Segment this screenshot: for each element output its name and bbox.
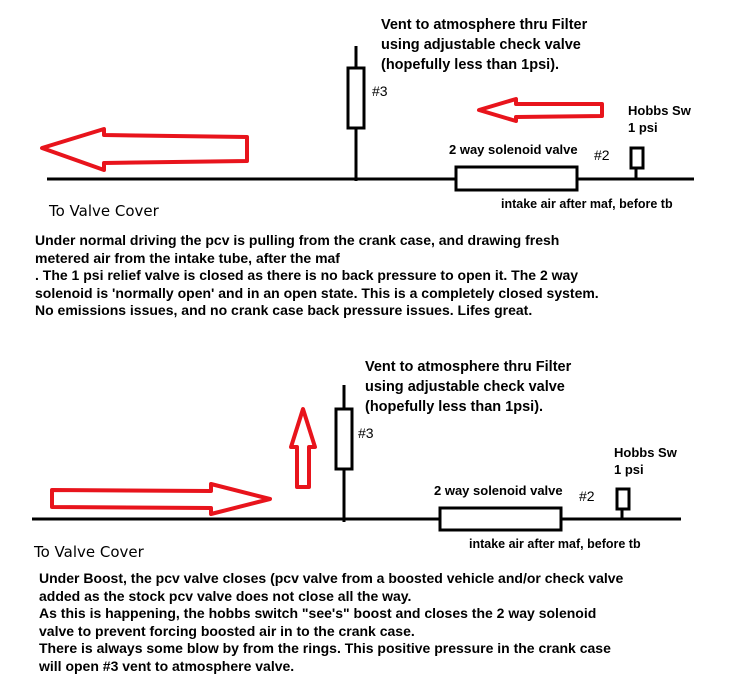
solenoid-label: 2 way solenoid valve: [449, 142, 578, 157]
solenoid-valve: [440, 508, 561, 530]
valve-3-label: #3: [372, 83, 388, 99]
solenoid-number-label: #2: [594, 147, 610, 163]
boost-description: Under Boost, the pcv valve closes (pcv valve from a boosted vehicle and/or check valve added as the stock pcv valve does not close all the way. As this is happening, the hobbs switch "see's" boost and closes the 2 way solenoid valve to prevent forcing boosted air in to the crank case. There is always some blow by from the rings. This positive pressure in the crank case will open #3 vent to atmosphere valve.: [39, 570, 624, 674]
valve-cover-label: To Valve Cover: [34, 543, 144, 561]
solenoid-valve: [456, 167, 577, 190]
vent-description: Vent to atmosphere thru Filter using adjustable check valve (hopefully less than 1psi).: [365, 359, 572, 415]
valve-cover-label: To Valve Cover: [49, 202, 159, 220]
vent-check-valve: [348, 68, 364, 128]
flow-arrow-left-small: [479, 99, 602, 121]
hobbs-switch: [631, 148, 643, 168]
intake-label: intake air after maf, before tb: [469, 537, 641, 551]
intake-label: intake air after maf, before tb: [501, 197, 673, 211]
flow-arrow-left-big: [42, 129, 247, 170]
hobbs-switch-label: Hobbs Sw 1 psi: [628, 103, 691, 135]
flow-arrow-up: [291, 409, 315, 487]
valve-3-label: #3: [358, 425, 374, 441]
flow-arrow-right: [52, 484, 270, 514]
solenoid-number-label: #2: [579, 488, 595, 504]
vent-description: Vent to atmosphere thru Filter using adjustable check valve (hopefully less than 1psi).: [381, 17, 588, 73]
hobbs-switch: [617, 489, 629, 509]
hobbs-switch-label: Hobbs Sw 1 psi: [614, 445, 677, 477]
solenoid-label: 2 way solenoid valve: [434, 483, 563, 498]
vent-check-valve: [336, 409, 352, 469]
normal-driving-description: Under normal driving the pcv is pulling from the crank case, and drawing fresh metered air from the intake tube, after the maf . The 1 psi relief valve is closed as there is no back pressure to open it. The 2 way solenoid is 'normally open' and in an open state. This is a completely closed system. No emissions issues, and no crank case back pressure issues. Lifes great.: [35, 232, 599, 318]
